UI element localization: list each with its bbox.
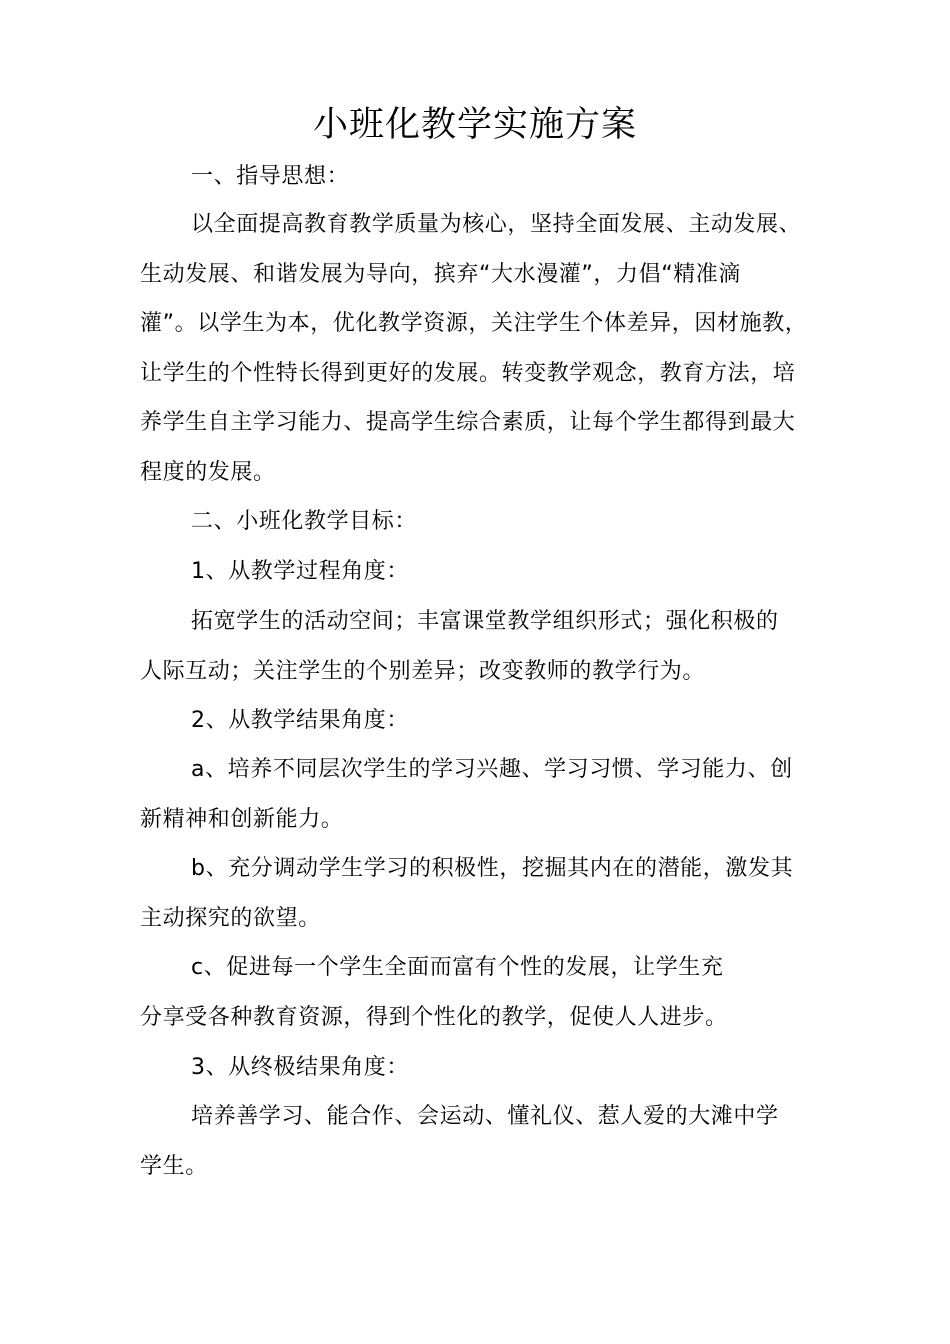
subsection-1-paragraph [140,597,830,696]
paragraph-line: 以全面提高教育教学质量为核心，坚持全面发展、主动发展、 [191,212,802,237]
subsection-3-paragraph [140,1092,830,1191]
paragraph-line: c、促进每一个学生全面而富有个性的发展，让学生充 [191,955,724,980]
paragraph-line: 学生。 [140,1153,208,1179]
paragraph-line: 灌”。以学生为本，优化教学资源，关注学生个体差异，因材施教， [140,311,808,336]
paragraph-line: 程度的发展。 [140,459,276,485]
section-1-heading: 一、指导思想： [191,164,350,189]
section-1-paragraph [140,200,830,497]
paragraph-line: 新精神和创新能力。 [140,806,344,832]
subsection-3-heading: 3、从终极结果角度： [191,1055,409,1080]
paragraph-line: 生动发展、和谐发展为导向，摈弃“大水漫灌”，力倡“精准滴 [140,261,741,287]
item-b-paragraph [140,844,830,943]
section-2-heading: 二、小班化教学目标： [191,509,418,534]
paragraph-line: 分享受各种教育资源，得到个性化的教学，促使人人进步。 [140,1004,728,1030]
paragraph-line: 人际互动；关注学生的个别差异；改变教师的教学行为。 [140,658,706,684]
paragraph-line: 主动探究的欲望。 [140,905,321,931]
subsection-1-heading: 1、从教学过程角度： [191,559,409,584]
paragraph-line: 养学生自主学习能力、提高学生综合素质，让每个学生都得到最大 [140,410,796,435]
paragraph-line: 培养善学习、能合作、会运动、懂礼仪、惹人爱的大滩中学 [191,1104,779,1129]
paragraph-line: 让学生的个性特长得到更好的发展。转变教学观念，教育方法，培 [140,360,796,386]
item-c-paragraph [140,943,830,1042]
subsection-2-heading: 2、从教学结果角度： [191,708,409,733]
paragraph-line: 拓宽学生的活动空间；丰富课堂教学组织形式；强化积极的 [191,609,779,634]
item-a-paragraph [140,745,830,844]
document-title: 小班化教学实施方案 [312,105,637,145]
paragraph-line: b、充分调动学生学习的积极性，挖掘其内在的潜能，激发其 [191,856,794,881]
paragraph-line: a、培养不同层次学生的学习兴趣、学习习惯、学习能力、创 [191,757,793,782]
